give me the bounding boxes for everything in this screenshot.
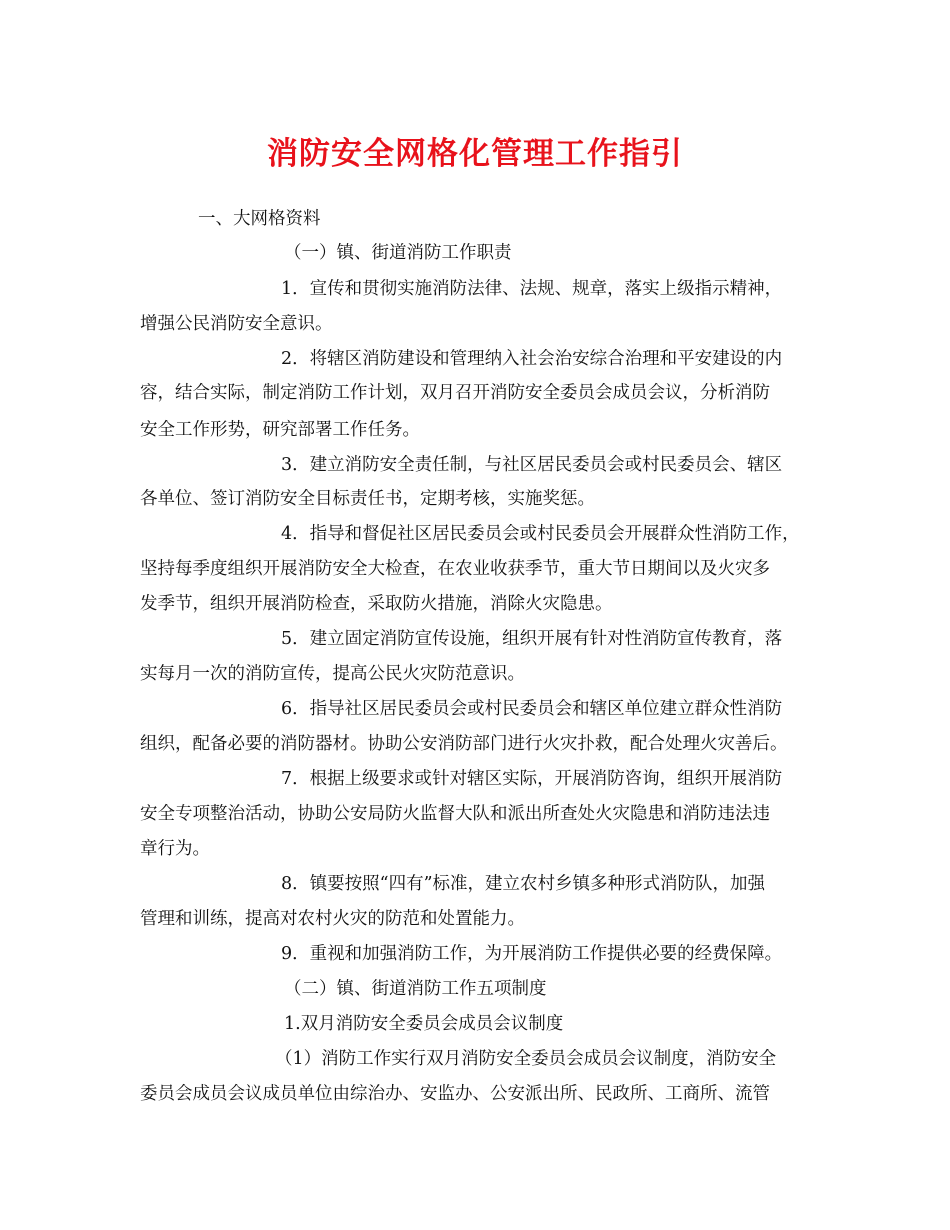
paragraph-line: 容，结合实际，制定消防工作计划，双月召开消防安全委员会成员会议，分析消防: [140, 383, 770, 403]
paragraph-line: 坚持每季度组织开展消防安全大检查，在农业收获季节，重大节日期间以及火灾多: [140, 559, 770, 579]
paragraph-line: 8．镇要按照“四有”标准，建立农村乡镇多种形式消防队，加强: [281, 874, 766, 894]
paragraph-line: 增强公民消防安全意识。: [140, 314, 333, 334]
paragraph-line: 组织，配备必要的消防器材。协助公安消防部门进行火灾扑救，配合处理火灾善后。: [140, 734, 788, 754]
paragraph-line: 4．指导和督促社区居民委员会或村民委员会开展群众性消防工作，: [281, 524, 800, 544]
paragraph-line: 9．重视和加强消防工作，为开展消防工作提供必要的经费保障。: [281, 944, 783, 964]
paragraph-line: 委员会成员会议成员单位由综治办、安监办、公安派出所、民政所、工商所、流管: [140, 1084, 770, 1104]
subsection-heading: （二）镇、街道消防工作五项制度: [284, 979, 547, 999]
paragraph-line: 章行为。: [140, 839, 210, 859]
item-heading: 1.双月消防安全委员会成员会议制度: [284, 1014, 564, 1034]
paragraph-line: 1．宣传和贯彻实施消防法律、法规、规章，落实上级指示精神，: [281, 279, 783, 299]
section-heading: 一、大网格资料: [198, 209, 321, 229]
paragraph-line: 2．将辖区消防建设和管理纳入社会治安综合治理和平安建设的内: [281, 349, 783, 369]
paragraph-line: 7．根据上级要求或针对辖区实际，开展消防咨询，组织开展消防: [281, 769, 783, 789]
subsection-heading: （一）镇、街道消防工作职责: [284, 243, 512, 263]
paragraph-line: 5．建立固定消防宣传设施，组织开展有针对性消防宣传教育，落: [281, 629, 783, 649]
paragraph-line: （1）消防工作实行双月消防安全委员会成员会议制度，消防安全: [275, 1049, 777, 1069]
paragraph-line: 实每月一次的消防宣传，提高公民火灾防范意识。: [140, 664, 525, 684]
document-title: 消防安全网格化管理工作指引: [267, 136, 683, 172]
paragraph-line: 管理和训练，提高对农村火灾的防范和处置能力。: [140, 909, 525, 929]
paragraph-line: 安全专项整治活动，协助公安局防火监督大队和派出所查处火灾隐患和消防违法违: [140, 804, 770, 824]
paragraph-line: 3．建立消防安全责任制，与社区居民委员会或村民委员会、辖区: [281, 455, 783, 475]
paragraph-line: 安全工作形势，研究部署工作任务。: [140, 420, 420, 440]
paragraph-line: 发季节，组织开展消防检查，采取防火措施，消除火灾隐患。: [140, 594, 613, 614]
paragraph-line: 6．指导社区居民委员会或村民委员会和辖区单位建立群众性消防: [281, 699, 783, 719]
paragraph-line: 各单位、签订消防安全目标责任书，定期考核，实施奖惩。: [140, 489, 595, 509]
